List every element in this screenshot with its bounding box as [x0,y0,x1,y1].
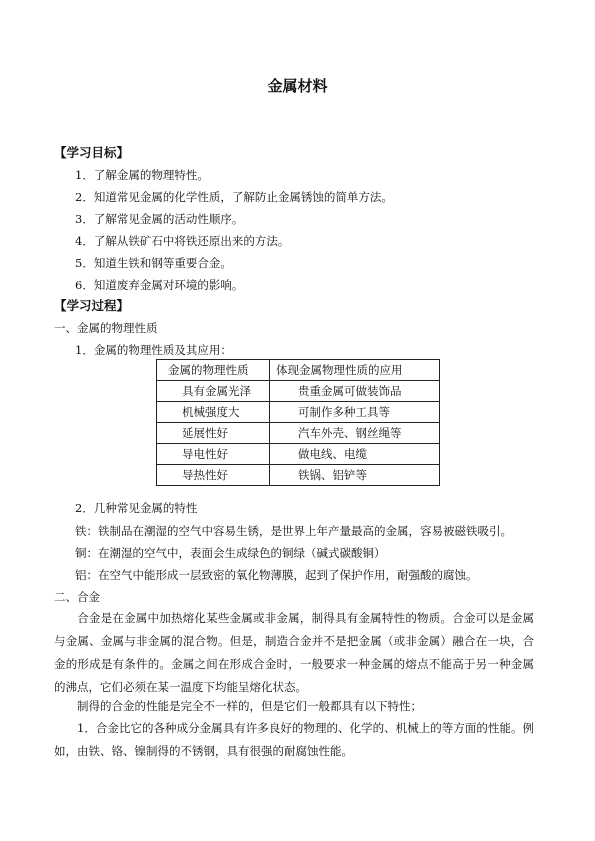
goal-item: 6．知道废弃金属对环境的影响。 [75,278,244,292]
alloy-paragraph [54,717,534,763]
table-cell: 贵重金属可做装饰品 [270,381,440,402]
metal-description: 铁：铁制品在潮湿的空气中容易生锈，是世界上年产量最高的金属，容易被磁铁吸引。 [75,524,512,538]
section-heading-alloy: 二、合金 [54,590,100,604]
goal-item: 1．了解金属的物理特性。 [75,168,209,182]
table-row [157,423,440,444]
table-cell: 铁锅、铝铲等 [270,465,440,486]
table-row [157,402,440,423]
table-header-cell: 金属的物理性质 [157,360,270,381]
goal-item: 2．知道常见金属的化学性质，了解防止金属锈蚀的简单方法。 [75,190,393,204]
table-header-row [157,360,440,381]
metal-description: 铝：在空气中能形成一层致密的氧化物薄膜，起到了保护作用，耐强酸的腐蚀。 [75,568,478,582]
table-cell: 机械强度大 [157,402,270,423]
table-cell: 导电性好 [157,444,270,465]
goal-item: 4．了解从铁矿石中将铁还原出来的方法。 [75,234,290,248]
table-cell: 具有金属光泽 [157,381,270,402]
goal-item: 3．了解常见金属的活动性顺序。 [75,212,244,226]
subsection-heading: 2．几种常见金属的特性 [75,501,198,515]
table-cell: 导热性好 [157,465,270,486]
goals-heading: 【学习目标】 [54,145,130,160]
page-title: 金属材料 [267,77,328,95]
section-heading-physical: 一、金属的物理性质 [54,321,158,335]
metal-description: 铜：在潮湿的空气中，表面会生成绿色的铜绿（碱式碳酸铜） [75,546,386,560]
alloy-paragraph-text: 合金是在金属中加热熔化某些金属或非金属，制得具有金属特性的物质。合金可以是金属与金属、金属与非金属的混合物。但是，制造合金并不是把金属（或非金属）融合在一块，合金的形成是有条件的。金属之间在形成合金时，一般要求一种金属的熔点不能高于另一种金属的沸点，它们必须在某一温度下均能呈熔化状态。 [54,611,534,694]
process-heading: 【学习过程】 [54,298,130,313]
table-row [157,444,440,465]
alloy-paragraph-text: 1．合金比它的各种成分金属具有许多良好的物理的、化学的、机械上的等方面的性能。例如，由铁、铬、镍制得的不锈钢，具有很强的耐腐蚀性能。 [54,721,534,758]
alloy-paragraph-text: 制得的合金的性能是完全不一样的，但是它们一般都具有以下特性； [77,699,422,713]
properties-table [156,359,440,486]
alloy-paragraph [54,607,534,699]
table-cell: 可制作多种工具等 [270,402,440,423]
table-cell: 延展性好 [157,423,270,444]
goal-item: 5．知道生铁和钢等重要合金。 [75,256,232,270]
alloy-paragraph [54,695,534,718]
table-row [157,465,440,486]
table-cell: 汽车外壳、钢丝绳等 [270,423,440,444]
table-header-cell: 体现金属物理性质的应用 [270,360,440,381]
table-cell: 做电线、电缆 [270,444,440,465]
table-row [157,381,440,402]
subsection-heading: 1．金属的物理性质及其应用： [75,343,232,357]
